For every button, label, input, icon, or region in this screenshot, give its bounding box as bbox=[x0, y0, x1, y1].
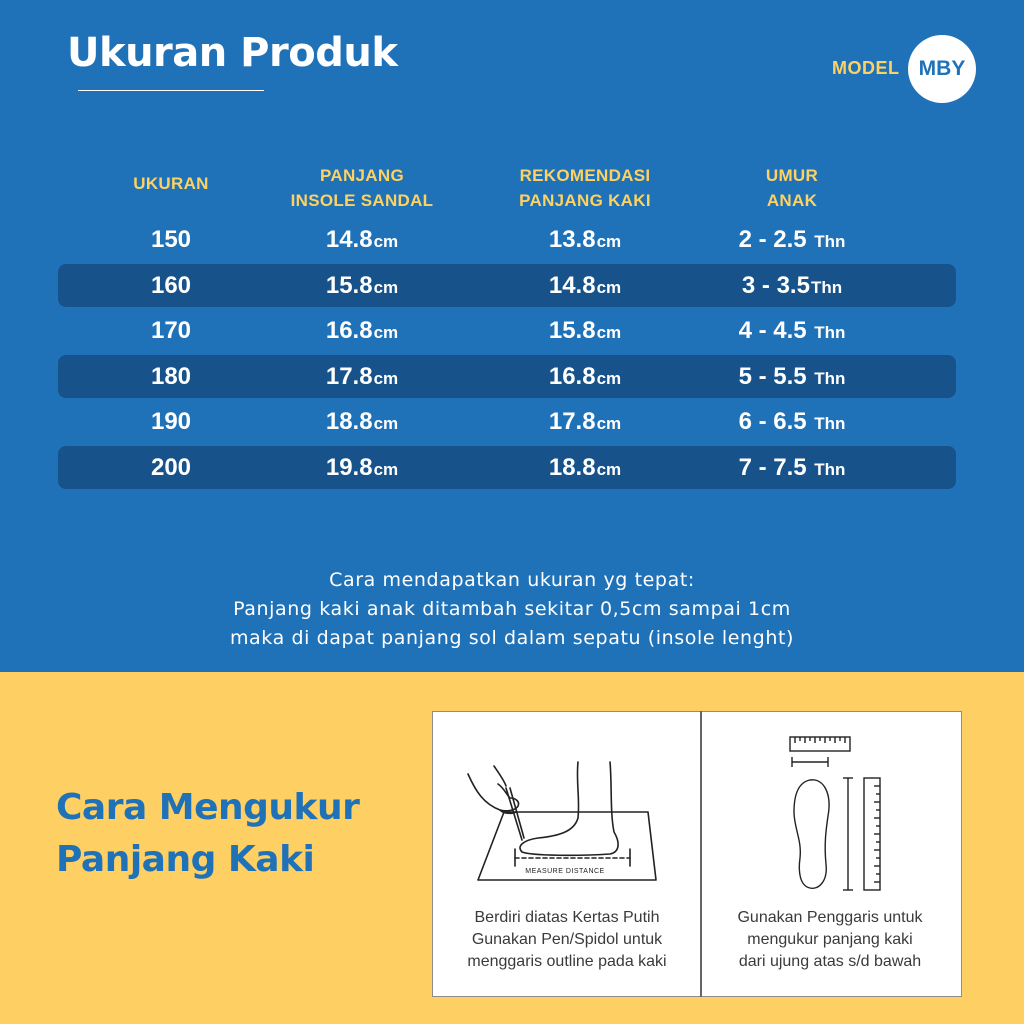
model-label: MODEL bbox=[832, 58, 900, 78]
measure-distance-label: MEASURE DISTANCE bbox=[525, 868, 605, 875]
step1-caption: Berdiri diatas Kertas Putih Gunakan Pen/Spidol untuk menggaris outline pada kaki bbox=[467, 909, 667, 970]
column-header-age: UMUR ANAK bbox=[765, 166, 819, 210]
title-underline bbox=[78, 90, 264, 91]
size-cell: 200 bbox=[150, 454, 192, 481]
age-cell: 3 - 3.5Thn bbox=[741, 272, 843, 299]
foot-length-cell: 15.8cm bbox=[548, 317, 622, 344]
page-title: Ukuran Produk bbox=[67, 30, 398, 76]
size-cell: 180 bbox=[150, 363, 192, 390]
model-badge: MBY bbox=[908, 35, 976, 103]
step2-caption: Gunakan Penggaris untuk mengukur panjang kaki dari ujung atas s/d bawah bbox=[737, 909, 923, 970]
size-cell: 160 bbox=[150, 272, 192, 299]
insole-cell: 18.8cm bbox=[325, 408, 399, 435]
foot-length-cell: 18.8cm bbox=[548, 454, 622, 481]
foot-length-cell: 16.8cm bbox=[548, 363, 622, 390]
foot-tracing-icon bbox=[460, 752, 670, 887]
sizing-note: Cara mendapatkan ukuran yg tepat: Panjang kaki anak ditambah sekitar 0,5cm sampai 1cm maka di dapat panjang sol dalam sepatu (insole lenght) bbox=[229, 569, 795, 649]
ruler-insole-icon bbox=[780, 732, 890, 894]
foot-length-cell: 13.8cm bbox=[548, 226, 622, 253]
insole-cell: 15.8cm bbox=[325, 272, 399, 299]
age-cell: 5 - 5.5 Thn bbox=[738, 363, 846, 390]
column-header-size: UKURAN bbox=[133, 174, 209, 193]
size-cell: 190 bbox=[150, 408, 192, 435]
age-cell: 7 - 7.5 Thn bbox=[738, 454, 846, 481]
foot-length-cell: 14.8cm bbox=[548, 272, 622, 299]
age-cell: 6 - 6.5 Thn bbox=[738, 408, 846, 435]
insole-cell: 19.8cm bbox=[325, 454, 399, 481]
foot-length-cell: 17.8cm bbox=[548, 408, 622, 435]
size-cell: 170 bbox=[150, 317, 192, 344]
insole-cell: 17.8cm bbox=[325, 363, 399, 390]
size-cell: 150 bbox=[150, 226, 192, 253]
insole-cell: 14.8cm bbox=[325, 226, 399, 253]
insole-cell: 16.8cm bbox=[325, 317, 399, 344]
column-header-insole: PANJANG INSOLE SANDAL bbox=[290, 166, 434, 210]
column-header-foot-length: REKOMENDASI PANJANG KAKI bbox=[519, 166, 651, 210]
age-cell: 4 - 4.5 Thn bbox=[738, 317, 846, 344]
measure-guide-title: Cara Mengukur Panjang Kaki bbox=[56, 787, 360, 880]
age-cell: 2 - 2.5 Thn bbox=[738, 226, 846, 253]
